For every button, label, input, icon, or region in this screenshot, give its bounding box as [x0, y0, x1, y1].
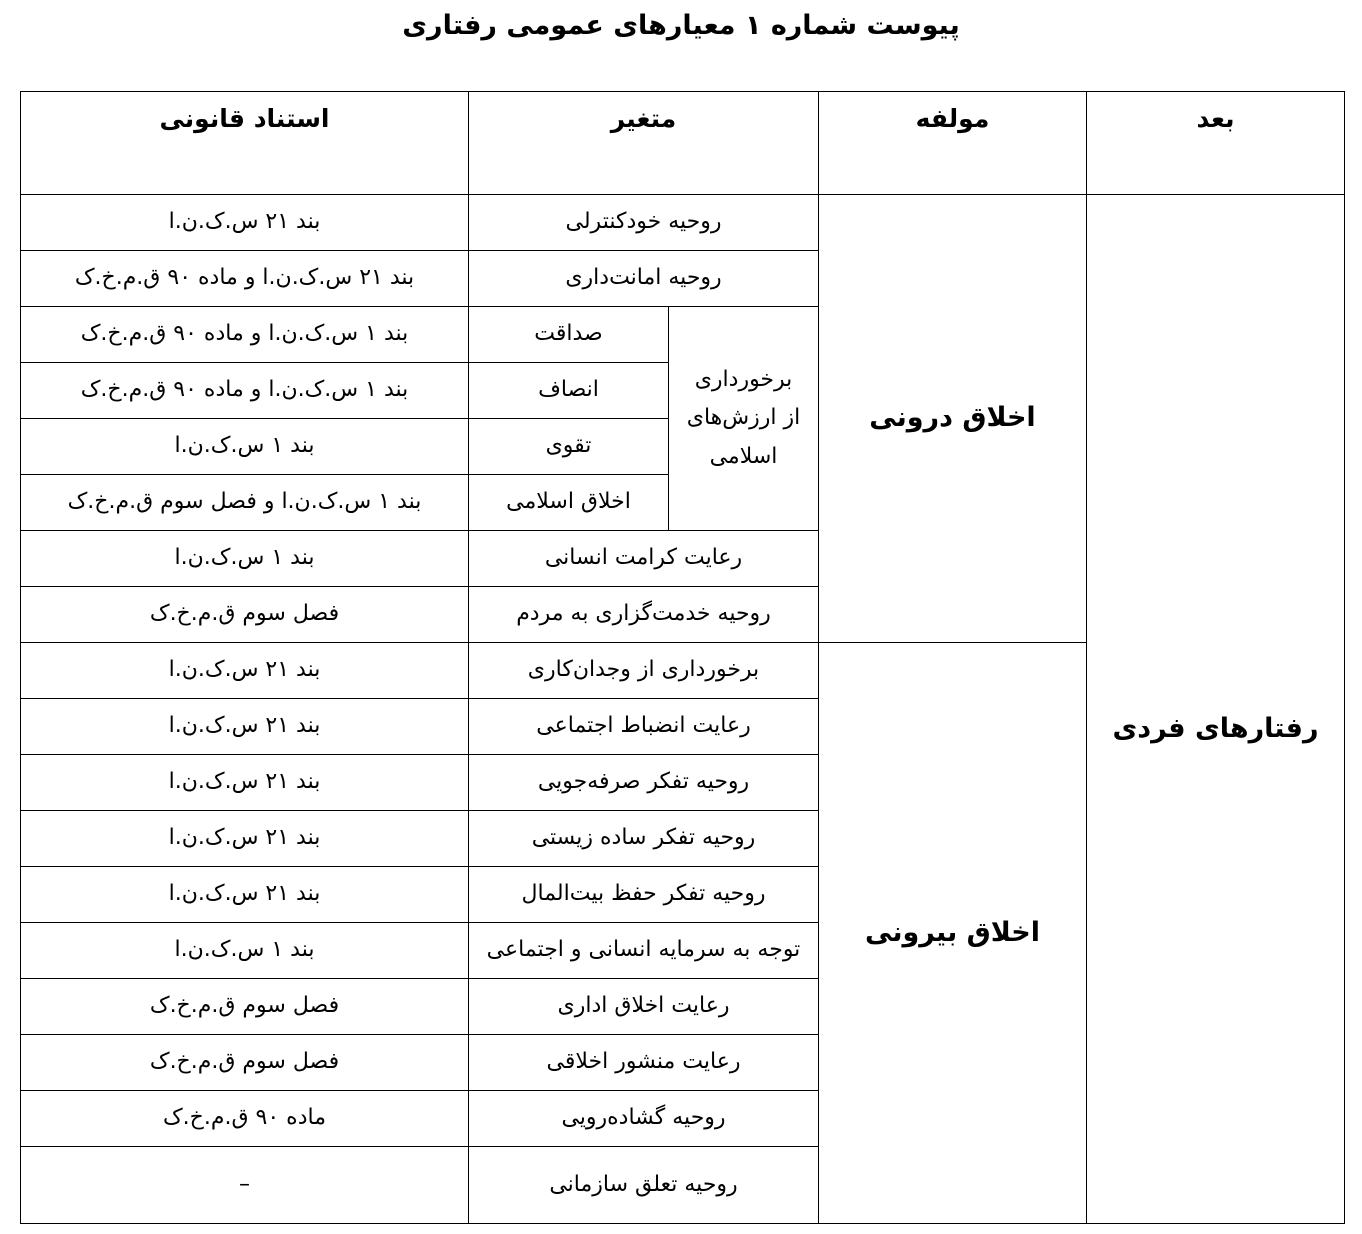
- variable-cell: اخلاق اسلامی: [469, 475, 669, 531]
- bod-cell: رفتارهای فردی: [1087, 195, 1345, 1224]
- variable-cell: تقوی: [469, 419, 669, 475]
- group-line: از ارزش‌های: [686, 405, 801, 431]
- variable-cell: روحیه تفکر حفظ بیت‌المال: [469, 867, 819, 923]
- variable-cell: رعایت اخلاق اداری: [469, 979, 819, 1035]
- variable-cell: روحیه خودکنترلی: [469, 195, 819, 251]
- header-row: [21, 92, 1345, 195]
- law-cell: بند ۲۱ س.ک.ن.ا: [21, 867, 469, 923]
- variable-cell: روحیه امانت‌داری: [469, 251, 819, 307]
- law-cell: فصل سوم ق.م.خ.ک: [21, 979, 469, 1035]
- variable-cell: توجه به سرمایه انسانی و اجتماعی: [469, 923, 819, 979]
- header-asnad: استناد قانونی: [21, 92, 469, 195]
- law-cell: بند ۱ س.ک.ن.ا و فصل سوم ق.م.خ.ک: [21, 475, 469, 531]
- law-cell: بند ۲۱ س.ک.ن.ا: [21, 643, 469, 699]
- variable-cell: روحیه خدمت‌گزاری به مردم: [469, 587, 819, 643]
- header-bod: بعد: [1087, 92, 1345, 195]
- variable-cell: روحیه تفکر ساده زیستی: [469, 811, 819, 867]
- header-motaghayer: متغیر: [469, 92, 819, 195]
- variable-cell: رعایت منشور اخلاقی: [469, 1035, 819, 1091]
- law-cell: بند ۱ س.ک.ن.ا: [21, 923, 469, 979]
- law-cell: –: [21, 1147, 469, 1224]
- law-cell: بند ۱ س.ک.ن.ا: [21, 419, 469, 475]
- table-row: [21, 195, 1345, 251]
- law-cell: فصل سوم ق.م.خ.ک: [21, 587, 469, 643]
- group-islamic-values: [669, 307, 819, 531]
- variable-cell: رعایت انضباط اجتماعی: [469, 699, 819, 755]
- variable-cell: برخورداری از وجدان‌کاری: [469, 643, 819, 699]
- law-cell: بند ۲۱ س.ک.ن.ا: [21, 811, 469, 867]
- group-line: برخورداری: [694, 366, 793, 392]
- moalefe-outer-cell: اخلاق بیرونی: [819, 643, 1087, 1224]
- variable-cell: رعایت کرامت انسانی: [469, 531, 819, 587]
- law-cell: بند ۱ س.ک.ن.ا: [21, 531, 469, 587]
- law-cell: بند ۲۱ س.ک.ن.ا: [21, 699, 469, 755]
- law-cell: ماده ۹۰ ق.م.خ.ک: [21, 1091, 469, 1147]
- law-cell: بند ۱ س.ک.ن.ا و ماده ۹۰ ق.م.خ.ک: [21, 363, 469, 419]
- variable-cell: صداقت: [469, 307, 669, 363]
- variable-cell: روحیه تعلق سازمانی: [469, 1147, 819, 1224]
- law-cell: بند ۱ س.ک.ن.ا و ماده ۹۰ ق.م.خ.ک: [21, 307, 469, 363]
- law-cell: بند ۲۱ س.ک.ن.ا و ماده ۹۰ ق.م.خ.ک: [21, 251, 469, 307]
- group-line: اسلامی: [709, 443, 778, 469]
- variable-cell: انصاف: [469, 363, 669, 419]
- header-moalefe: مولفه: [819, 92, 1087, 195]
- law-cell: بند ۲۱ س.ک.ن.ا: [21, 195, 469, 251]
- variable-cell: روحیه تفکر صرفه‌جویی: [469, 755, 819, 811]
- law-cell: بند ۲۱ س.ک.ن.ا: [21, 755, 469, 811]
- law-cell: فصل سوم ق.م.خ.ک: [21, 1035, 469, 1091]
- moalefe-inner-cell: اخلاق درونی: [819, 195, 1087, 643]
- variable-cell: روحیه گشاده‌رویی: [469, 1091, 819, 1147]
- page-title: پیوست شماره ۱ معیارهای عمومی رفتاری: [402, 10, 960, 41]
- criteria-table: [20, 91, 1345, 1224]
